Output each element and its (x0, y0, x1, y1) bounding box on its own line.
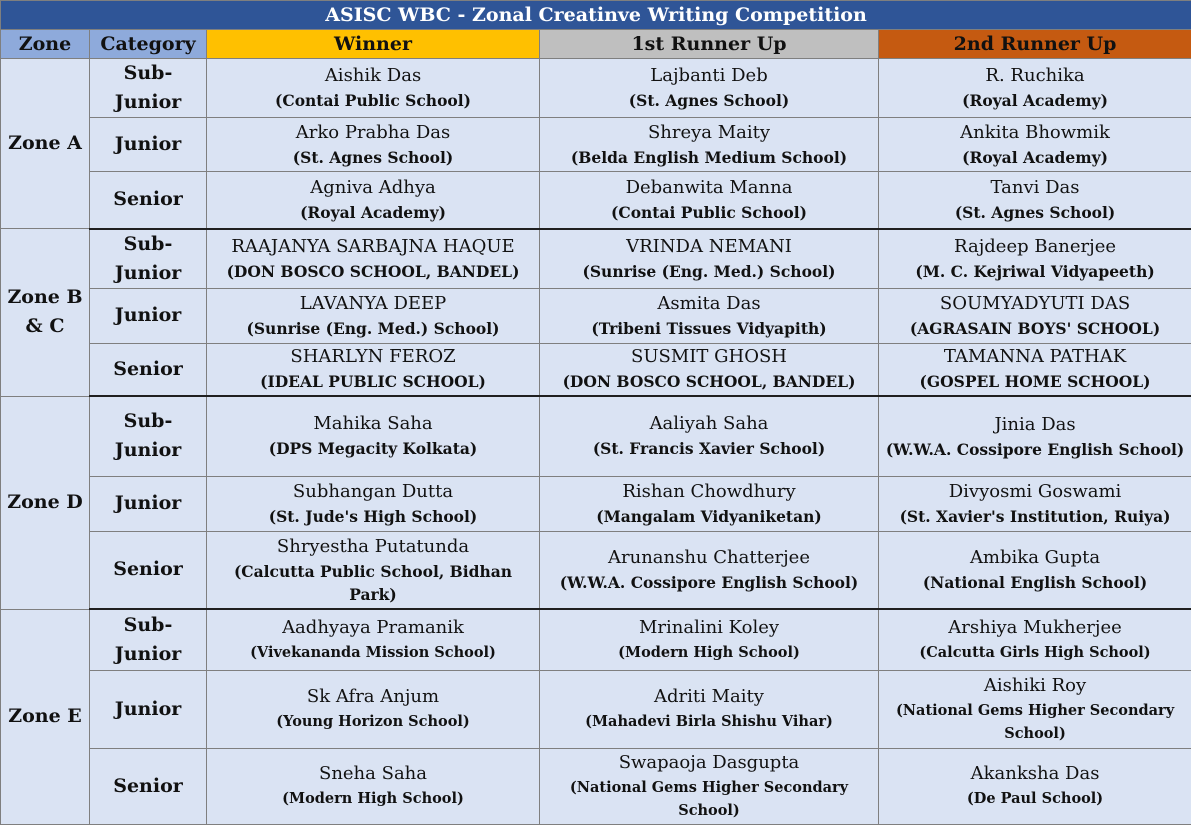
school-name: (M. C. Kejriwal Vidyapeeth) (881, 260, 1189, 284)
runner1-cell (540, 670, 879, 748)
school-name: (Modern High School) (209, 787, 537, 811)
table-row (1, 288, 1191, 343)
student-name: SOUMYADYUTI DAS (881, 291, 1189, 317)
school-name: (W.W.A. Cossipore English School) (542, 571, 876, 595)
runner1-cell (540, 343, 879, 396)
table-row (1, 343, 1191, 396)
runner1-header: 1st Runner Up (540, 30, 879, 59)
winner-cell (207, 670, 540, 748)
table-title: ASISC WBC - Zonal Creatinve Writing Competition (1, 1, 1191, 30)
runner2-cell (879, 396, 1191, 476)
student-name: TAMANNA PATHAK (881, 344, 1189, 370)
student-name: Arshiya Mukherjee (881, 615, 1189, 641)
student-name: Agniva Adhya (209, 175, 537, 201)
category-cell: Sub-Junior (90, 229, 207, 289)
student-name: Shreya Maity (542, 120, 876, 146)
zone-cell: Zone B & C (1, 229, 90, 397)
winner-cell (207, 531, 540, 609)
zone-header: Zone (1, 30, 90, 59)
school-name: (Vivekananda Mission School) (209, 641, 537, 665)
student-name: Ankita Bhowmik (881, 120, 1189, 146)
school-name: (Mangalam Vidyaniketan) (542, 505, 876, 529)
runner1-cell (540, 59, 879, 118)
runner2-cell (879, 343, 1191, 396)
student-name: RAAJANYA SARBAJNA HAQUE (209, 234, 537, 260)
school-name: (Mahadevi Birla Shishu Vihar) (542, 710, 876, 734)
student-name: Sneha Saha (209, 761, 537, 787)
table-row (1, 609, 1191, 670)
student-name: Aadhyaya Pramanik (209, 615, 537, 641)
category-cell: Senior (90, 748, 207, 824)
winner-cell (207, 396, 540, 476)
winner-cell (207, 343, 540, 396)
category-header: Category (90, 30, 207, 59)
school-name: (DPS Megacity Kolkata) (209, 437, 537, 461)
zone-cell: Zone D (1, 396, 90, 609)
school-name: (Contai Public School) (209, 89, 537, 113)
student-name: Ambika Gupta (881, 545, 1189, 571)
winner-cell (207, 748, 540, 824)
table-row (1, 748, 1191, 824)
runner2-cell (879, 172, 1191, 229)
school-name: (National Gems Higher Secondary School) (542, 776, 876, 822)
category-cell: Senior (90, 343, 207, 396)
winner-cell (207, 59, 540, 118)
school-name: (Royal Academy) (881, 89, 1189, 113)
runner2-cell (879, 476, 1191, 531)
runner1-cell (540, 476, 879, 531)
runner2-header: 2nd Runner Up (879, 30, 1191, 59)
school-name: (St. Agnes School) (542, 89, 876, 113)
school-name: (Royal Academy) (209, 201, 537, 225)
student-name: Akanksha Das (881, 761, 1189, 787)
category-cell: Junior (90, 670, 207, 748)
school-name: (National English School) (881, 571, 1189, 595)
zone-cell: Zone A (1, 59, 90, 229)
runner1-cell (540, 229, 879, 289)
school-name: (W.W.A. Cossipore English School) (881, 438, 1189, 461)
winner-header: Winner (207, 30, 540, 59)
category-cell: Junior (90, 288, 207, 343)
runner2-cell (879, 748, 1191, 824)
winner-cell (207, 229, 540, 289)
student-name: Divyosmi Goswami (881, 479, 1189, 505)
student-name: Rishan Chowdhury (542, 479, 876, 505)
table-row (1, 670, 1191, 748)
student-name: Sk Afra Anjum (209, 684, 537, 710)
winner-cell (207, 172, 540, 229)
winner-cell (207, 609, 540, 670)
category-cell: Sub-Junior (90, 609, 207, 670)
winner-cell (207, 476, 540, 531)
runner2-cell (879, 229, 1191, 289)
runner2-cell (879, 288, 1191, 343)
student-name: Arunanshu Chatterjee (542, 545, 876, 571)
runner2-cell (879, 609, 1191, 670)
runner2-cell (879, 59, 1191, 118)
school-name: (Tribeni Tissues Vidyapith) (542, 317, 876, 341)
school-name: (Sunrise (Eng. Med.) School) (542, 260, 876, 284)
winner-cell (207, 288, 540, 343)
winner-cell (207, 118, 540, 172)
student-name: Aaliyah Saha (542, 411, 876, 437)
school-name: (National Gems Higher Secondary School) (881, 699, 1189, 745)
school-name: (St. Agnes School) (881, 201, 1189, 225)
category-cell: Sub-Junior (90, 396, 207, 476)
school-name: (Sunrise (Eng. Med.) School) (209, 317, 537, 341)
student-name: Aishik Das (209, 63, 537, 89)
table-row (1, 476, 1191, 531)
category-cell: Junior (90, 476, 207, 531)
school-name: (St. Xavier's Institution, Ruiya) (881, 505, 1189, 529)
student-name: Lajbanti Deb (542, 63, 876, 89)
student-name: R. Ruchika (881, 63, 1189, 89)
runner2-cell (879, 118, 1191, 172)
student-name: SHARLYN FEROZ (209, 344, 537, 370)
table-row (1, 229, 1191, 289)
table-row (1, 531, 1191, 609)
category-cell: Senior (90, 531, 207, 609)
school-name: (Young Horizon School) (209, 710, 537, 734)
student-name: LAVANYA DEEP (209, 291, 537, 317)
table-row (1, 396, 1191, 476)
student-name: Tanvi Das (881, 175, 1189, 201)
runner2-cell (879, 531, 1191, 609)
school-name: (St. Agnes School) (209, 146, 537, 170)
school-name: (St. Jude's High School) (209, 505, 537, 529)
school-name: (Modern High School) (542, 641, 876, 665)
student-name: Swapaoja Dasgupta (542, 750, 876, 776)
student-name: Arko Prabha Das (209, 120, 537, 146)
student-name: Debanwita Manna (542, 175, 876, 201)
school-name: (St. Francis Xavier School) (542, 437, 876, 461)
category-cell: Sub-Junior (90, 59, 207, 118)
school-name: (Calcutta Girls High School) (881, 641, 1189, 665)
student-name: Mahika Saha (209, 411, 537, 437)
category-cell: Senior (90, 172, 207, 229)
runner1-cell (540, 609, 879, 670)
school-name: (GOSPEL HOME SCHOOL) (881, 370, 1189, 394)
runner1-cell (540, 172, 879, 229)
student-name: Aishiki Roy (881, 673, 1189, 699)
student-name: SUSMIT GHOSH (542, 344, 876, 370)
student-name: VRINDA NEMANI (542, 234, 876, 260)
student-name: Subhangan Dutta (209, 479, 537, 505)
table-row (1, 172, 1191, 229)
student-name: Jinia Das (881, 412, 1189, 438)
runner2-cell (879, 670, 1191, 748)
runner1-cell (540, 531, 879, 609)
table-row (1, 118, 1191, 172)
school-name: (Calcutta Public School, Bidhan Park) (209, 560, 537, 606)
runner1-cell (540, 396, 879, 476)
school-name: (De Paul School) (881, 787, 1189, 811)
runner1-cell (540, 118, 879, 172)
runner1-cell (540, 748, 879, 824)
school-name: (AGRASAIN BOYS' SCHOOL) (881, 317, 1189, 341)
zone-cell: Zone E (1, 609, 90, 824)
school-name: (DON BOSCO SCHOOL, BANDEL) (542, 370, 876, 394)
table-row (1, 59, 1191, 118)
school-name: (Belda English Medium School) (542, 146, 876, 170)
student-name: Rajdeep Banerjee (881, 234, 1189, 260)
school-name: (IDEAL PUBLIC SCHOOL) (209, 370, 537, 394)
school-name: (Contai Public School) (542, 201, 876, 225)
school-name: (Royal Academy) (881, 146, 1189, 170)
student-name: Shryestha Putatunda (209, 534, 537, 560)
category-cell: Junior (90, 118, 207, 172)
student-name: Asmita Das (542, 291, 876, 317)
school-name: (DON BOSCO SCHOOL, BANDEL) (209, 260, 537, 284)
student-name: Adriti Maity (542, 684, 876, 710)
student-name: Mrinalini Koley (542, 615, 876, 641)
runner1-cell (540, 288, 879, 343)
